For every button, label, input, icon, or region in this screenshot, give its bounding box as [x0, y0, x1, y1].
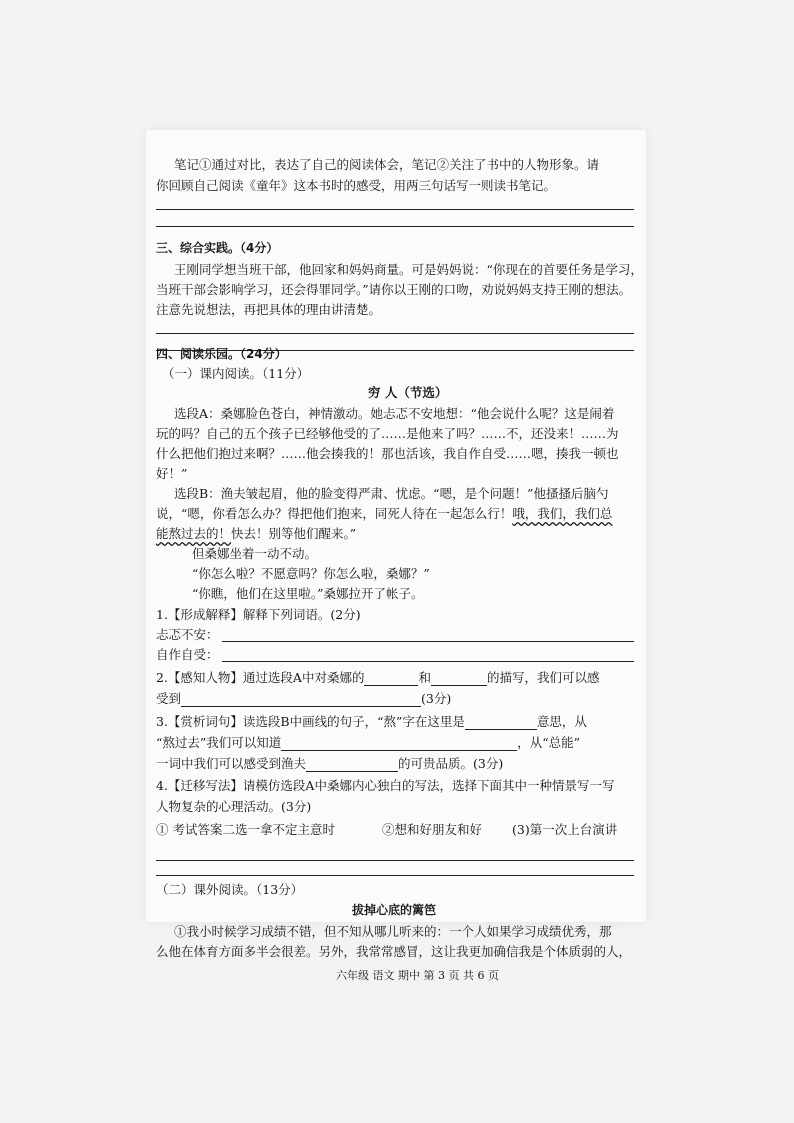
subsection-1-heading: （一）课内阅读。（11分）: [162, 366, 310, 381]
passage-line: 但桑娜坐着一动不动。: [192, 546, 318, 561]
option-1: ① 考试答案二选一拿不定主意时: [156, 822, 335, 837]
question-3-cont: [156, 755, 503, 772]
passage-text: 快去！别等他们醒来。”: [231, 526, 357, 541]
section-3-paragraph: 注意先说想法，再把具体的理由讲清楚。: [156, 302, 382, 317]
passage-line: “你怎么啦？不愿意吗？你怎么啦，桑娜？”: [192, 566, 430, 581]
passage-2-line: ①我小时候学习成绩不错，但不知从哪儿听来的：一个人如果学习成绩优秀，那: [174, 924, 612, 939]
question-text: “熬过去”我们可以知道: [156, 735, 282, 750]
answer-blank[interactable]: [181, 693, 421, 707]
passage-line: 选段B：渔夫皱起眉，他的脸变得严肃、忧虑。“嗯，是个问题！”他搔搔后脑勺: [174, 486, 609, 501]
passage-line: 玩的吗？自己的五个孩子已经够他受的了……是他来了吗？……不，还没来！……为: [156, 426, 619, 441]
question-3-cont: [156, 734, 580, 751]
question-3: [156, 713, 587, 730]
option-2: ②想和好朋友和好: [382, 822, 483, 837]
note-line-2: 你回顾自己阅读《童年》这本书时的感受，用两三句话写一则读书笔记。: [156, 178, 557, 193]
points: (3分): [421, 691, 452, 706]
question-2: [156, 669, 600, 686]
passage-text: 说，“嗯，你看怎么办？得把他们抱来，同死人待在一起怎么行！: [156, 506, 513, 521]
passage-title: 穷 人（节选）: [368, 385, 448, 400]
answer-blank[interactable]: [465, 716, 537, 730]
passage-line: [156, 505, 612, 522]
underlined-sentence: 能熬过去的！: [156, 526, 232, 541]
passage-line: “你瞧，他们在这里啦。”桑娜拉开了帐子。: [192, 586, 424, 601]
section-4-heading: 四、阅读乐园。（24分）: [156, 347, 287, 361]
question-text: 和: [418, 670, 431, 685]
passage-line: 好！”: [156, 466, 188, 481]
section-3-heading: 三、综合实践。（4分）: [156, 241, 279, 255]
answer-line: [156, 209, 634, 210]
option-3: (3)第一次上台演讲: [512, 822, 618, 837]
passage-2-line: 么他在体育方面多半会很差。另外，我常常感冒，这让我更加确信我是个体质弱的人，: [156, 944, 632, 959]
answer-line[interactable]: [156, 875, 634, 876]
answer-line[interactable]: [156, 860, 634, 861]
page-footer: 六年级 语文 期中 第 3 页 共 6 页: [336, 969, 499, 982]
question-text: 的可贵品质。(3分): [398, 756, 504, 771]
exam-page: [146, 130, 646, 922]
answer-blank[interactable]: [222, 661, 634, 662]
question-text: 一词中我们可以感受到渔夫: [156, 756, 307, 771]
question-1: 1.【形成解释】解释下列词语。(2分): [156, 607, 361, 622]
subsection-2-heading: （二）课外阅读。（13分）: [156, 882, 304, 897]
section-3-paragraph: 当班干部会影响学习，还会得罪同学。”请你以王刚的口吻，劝说妈妈支持王刚的想法。: [156, 282, 632, 297]
question-2-cont: [156, 690, 451, 707]
answer-blank[interactable]: [431, 672, 487, 686]
answer-blank[interactable]: [306, 758, 398, 772]
answer-line: [156, 333, 634, 334]
question-text: 3.【赏析词句】读选段B中画线的句子，“熬”字在这里是: [156, 714, 465, 729]
passage-line: [156, 525, 356, 542]
answer-blank[interactable]: [281, 737, 517, 751]
question-4-cont: 人物复杂的心理活动。(3分): [156, 799, 312, 814]
question-text: 意思，从: [536, 714, 587, 729]
answer-line: [156, 226, 634, 227]
passage-2-title: 拔掉心底的篱笆: [352, 903, 437, 917]
answer-blank[interactable]: [364, 672, 418, 686]
answer-blank[interactable]: [222, 641, 634, 642]
question-1a-label: 忐忑不安：: [156, 627, 219, 642]
question-4: 4.【迁移写法】请模仿选段A中桑娜内心独白的写法，选择下面其中一种情景写一写: [156, 778, 615, 793]
question-text: 2.【感知人物】通过选段A中对桑娜的: [156, 670, 365, 685]
passage-line: 选段A：桑娜脸色苍白，神情激动。她忐忑不安地想：“他会说什么呢？这是闹着: [174, 406, 615, 421]
underlined-sentence: 哦，我们，我们总: [512, 506, 613, 521]
question-text: ，从“总能”: [517, 735, 581, 750]
question-1b-label: 自作自受：: [156, 647, 219, 662]
note-line-1: 笔记①通过对比，表达了自己的阅读体会，笔记②关注了书中的人物形象。请: [174, 157, 600, 172]
passage-line: 什么把他们抱过来啊？……他会揍我的！那也活该，我自作自受……嗯，揍我一顿也: [156, 446, 619, 461]
question-text: 的描写，我们可以感: [486, 670, 600, 685]
question-text: 受到: [156, 691, 182, 706]
section-3-paragraph: 王刚同学想当班干部，他回家和妈妈商量。可是妈妈说：“你现在的首要任务是学习，: [174, 262, 643, 277]
